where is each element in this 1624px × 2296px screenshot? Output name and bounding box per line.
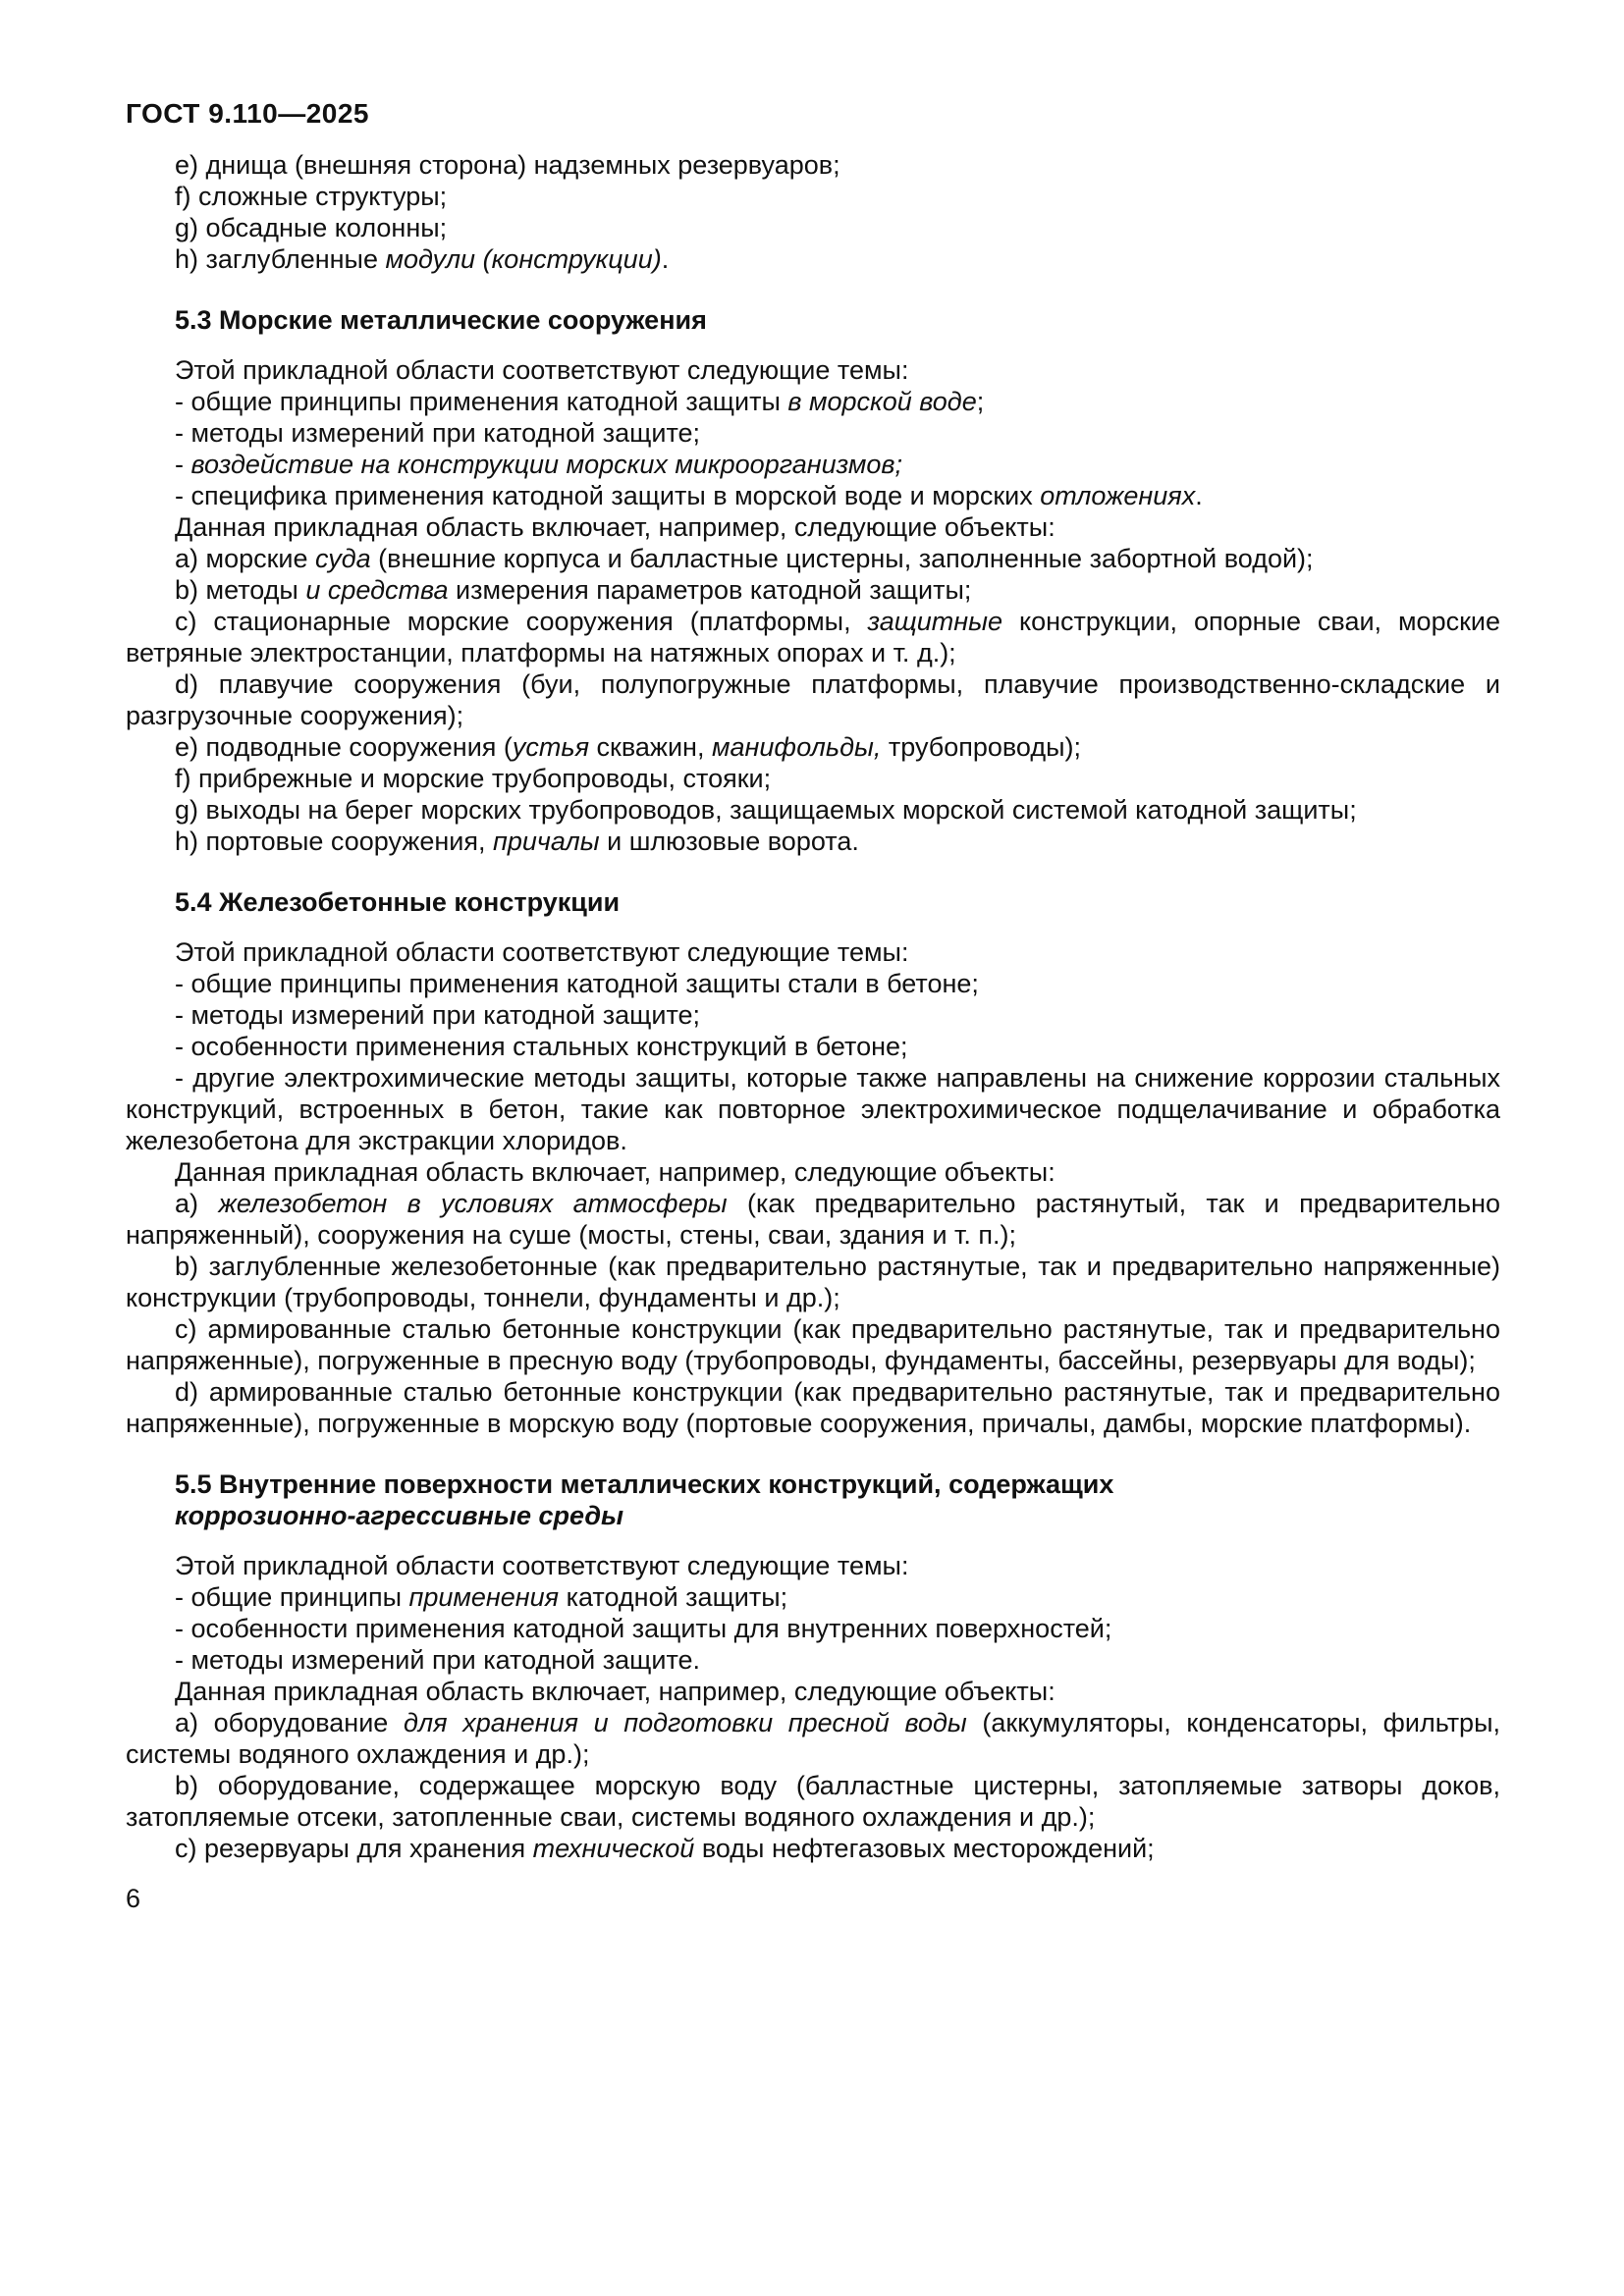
text-run: (как предварительно растянутый, так и предварительно напряженный), сооружения на суше (мосты, стены, сваи, здания и т. п.); xyxy=(126,1189,1500,1250)
text-run: (внешние корпуса и балластные цистерны, заполненные забортной водой); xyxy=(370,544,1314,573)
paragraph xyxy=(126,1251,1500,1313)
paragraph xyxy=(126,181,1500,212)
text-run: - общие принципы применения катодной защиты стали в бетоне; xyxy=(175,969,979,998)
text-run: g) выходы на берег морских трубопроводов, защищаемых морской системой катодной защиты; xyxy=(175,795,1357,825)
paragraph xyxy=(126,1833,1500,1864)
text-run: - xyxy=(175,450,191,479)
text-run: Данная прикладная область включает, например, следующие объекты: xyxy=(175,512,1056,542)
italic-text-run: для хранения и подготовки пресной воды xyxy=(403,1708,967,1737)
paragraph xyxy=(126,212,1500,243)
text-run: 5.4 Железобетонные конструкции xyxy=(175,887,621,917)
text-run: Данная прикладная область включает, например, следующие объекты: xyxy=(175,1157,1056,1187)
text-run: e) днища (внешняя сторона) надземных резервуаров; xyxy=(175,150,840,180)
text-run: a) xyxy=(175,1189,219,1218)
text-run: . xyxy=(1195,481,1203,510)
italic-text-run: модули (конструкции) xyxy=(385,244,662,274)
italic-text-run: воздействие на конструкции морских микроорганизмов; xyxy=(190,450,902,479)
paragraph xyxy=(126,480,1500,511)
italic-text-run: в морской воде xyxy=(787,387,977,416)
italic-text-run: отложениях xyxy=(1040,481,1196,510)
document-header: ГОСТ 9.110—2025 xyxy=(126,98,370,129)
text-run: - другие электрохимические методы защиты, которые также направлены на снижение коррозии стальных конструкций, встроенных в бетон, такие как повторное электрохимическое подщелачивание и обработка железобетона для экстракции хлоридов. xyxy=(126,1063,1500,1155)
paragraph xyxy=(126,606,1500,668)
text-run: f) сложные структуры; xyxy=(175,182,448,211)
italic-text-run: защитные xyxy=(867,607,1003,636)
text-run: d) плавучие сооружения (буи, полупогружные платформы, плавучие производственно-складские и разгрузочные сооружения); xyxy=(126,669,1500,730)
paragraph xyxy=(126,1644,1500,1676)
paragraph xyxy=(126,1188,1500,1251)
text-run: c) резервуары для хранения xyxy=(175,1834,533,1863)
text-run: трубопроводы); xyxy=(881,732,1082,762)
text-run: катодной защиты; xyxy=(559,1582,788,1612)
text-run: - общие принципы применения катодной защиты xyxy=(175,387,788,416)
text-run: a) морские xyxy=(175,544,316,573)
text-run: - особенности применения катодной защиты для внутренних поверхностей; xyxy=(175,1614,1112,1643)
paragraph xyxy=(126,511,1500,543)
paragraph xyxy=(126,1313,1500,1376)
paragraph xyxy=(126,1376,1500,1439)
text-run: и шлюзовые ворота. xyxy=(599,827,859,856)
paragraph xyxy=(126,1770,1500,1833)
page-number: 6 xyxy=(126,1884,141,1913)
text-run: - методы измерений при катодной защите; xyxy=(175,418,701,448)
text-run: g) обсадные колонны; xyxy=(175,213,448,242)
paragraph xyxy=(126,794,1500,826)
text-run: b) оборудование, содержащее морскую воду (балластные цистерны, затопляемые затворы доков, затопляемые отсеки, затопленные сваи, системы водяного охлаждения и др.); xyxy=(126,1771,1500,1832)
section-heading xyxy=(175,304,1500,336)
paragraph xyxy=(126,354,1500,386)
paragraph xyxy=(126,543,1500,574)
text-run: Этой прикладной области соответствуют следующие темы: xyxy=(175,355,909,385)
text-run: - методы измерений при катодной защите. xyxy=(175,1645,701,1675)
paragraph xyxy=(126,1707,1500,1770)
section-heading xyxy=(175,1468,1500,1531)
text-run: - общие принципы xyxy=(175,1582,409,1612)
paragraph xyxy=(126,731,1500,763)
paragraph xyxy=(126,826,1500,857)
paragraph xyxy=(126,243,1500,275)
paragraph xyxy=(126,149,1500,181)
text-run: - методы измерений при катодной защите; xyxy=(175,1000,701,1030)
text-run: 5.5 Внутренние поверхности металлических конструкций, содержащих xyxy=(175,1469,1114,1499)
italic-text-run: манифольды, xyxy=(711,732,882,762)
paragraph xyxy=(126,968,1500,999)
italic-text-run: применения xyxy=(408,1582,560,1612)
paragraph xyxy=(126,1581,1500,1613)
text-run: измерения параметров катодной защиты; xyxy=(448,575,972,605)
paragraph xyxy=(126,449,1500,480)
paragraph xyxy=(126,999,1500,1031)
paragraph xyxy=(126,1550,1500,1581)
text-run: конструкции, опорные сваи, морские ветряные электростанции, платформы на натяжных опорах и т. д.); xyxy=(126,607,1500,667)
document-body xyxy=(126,149,1500,1864)
text-run: - специфика применения катодной защиты в морской воде и морских xyxy=(175,481,1041,510)
paragraph xyxy=(126,417,1500,449)
paragraph xyxy=(126,1676,1500,1707)
italic-text-run: устья xyxy=(512,732,590,762)
italic-text-run: и средства xyxy=(305,575,449,605)
text-run: Этой прикладной области соответствуют следующие темы: xyxy=(175,1551,909,1580)
text-run: f) прибрежные и морские трубопроводы, стояки; xyxy=(175,764,772,793)
italic-text-run: коррозионно-агрессивные среды xyxy=(175,1501,624,1530)
paragraph xyxy=(126,668,1500,731)
paragraph xyxy=(126,1613,1500,1644)
text-run: a) оборудование xyxy=(175,1708,404,1737)
paragraph xyxy=(126,1062,1500,1156)
section-heading xyxy=(175,886,1500,918)
text-run: b) методы xyxy=(175,575,306,605)
paragraph xyxy=(126,1156,1500,1188)
text-run: ; xyxy=(976,387,985,416)
paragraph xyxy=(126,574,1500,606)
text-run: (аккумуляторы, конденсаторы, фильтры, системы водяного охлаждения и др.); xyxy=(126,1708,1500,1769)
text-run: b) заглубленные железобетонные (как предварительно растянутые, так и предварительно напряженные) конструкции (трубопроводы, тоннели, фундаменты и др.); xyxy=(126,1252,1500,1312)
italic-text-run: суда xyxy=(315,544,371,573)
paragraph xyxy=(126,386,1500,417)
italic-text-run: причалы xyxy=(492,827,600,856)
text-run: воды нефтегазовых месторождений; xyxy=(694,1834,1155,1863)
paragraph xyxy=(126,1031,1500,1062)
text-run: c) стационарные морские сооружения (платформы, xyxy=(175,607,868,636)
text-run: - особенности применения стальных конструкций в бетоне; xyxy=(175,1032,908,1061)
text-run: скважин, xyxy=(589,732,712,762)
text-run: e) подводные сооружения ( xyxy=(175,732,513,762)
text-run: c) армированные сталью бетонные конструкции (как предварительно растянутые, так и предварительно напряженные), погруженные в пресную воду (трубопроводы, фундаменты, бассейны, резервуары для воды); xyxy=(126,1314,1500,1375)
paragraph xyxy=(126,763,1500,794)
text-run: Данная прикладная область включает, например, следующие объекты: xyxy=(175,1677,1056,1706)
text-run: d) армированные сталью бетонные конструкции (как предварительно растянутые, так и предварительно напряженные), погруженные в морскую воду (портовые сооружения, причалы, дамбы, морские платформы). xyxy=(126,1377,1500,1438)
text-run: Этой прикладной области соответствуют следующие темы: xyxy=(175,937,909,967)
text-run: 5.3 Морские металлические сооружения xyxy=(175,305,707,335)
italic-text-run: железобетон в условиях атмосферы xyxy=(218,1189,728,1218)
text-run: . xyxy=(661,244,670,274)
text-run: h) портовые сооружения, xyxy=(175,827,493,856)
text-run: h) заглубленные xyxy=(175,244,386,274)
italic-text-run: технической xyxy=(532,1834,695,1863)
paragraph xyxy=(126,936,1500,968)
